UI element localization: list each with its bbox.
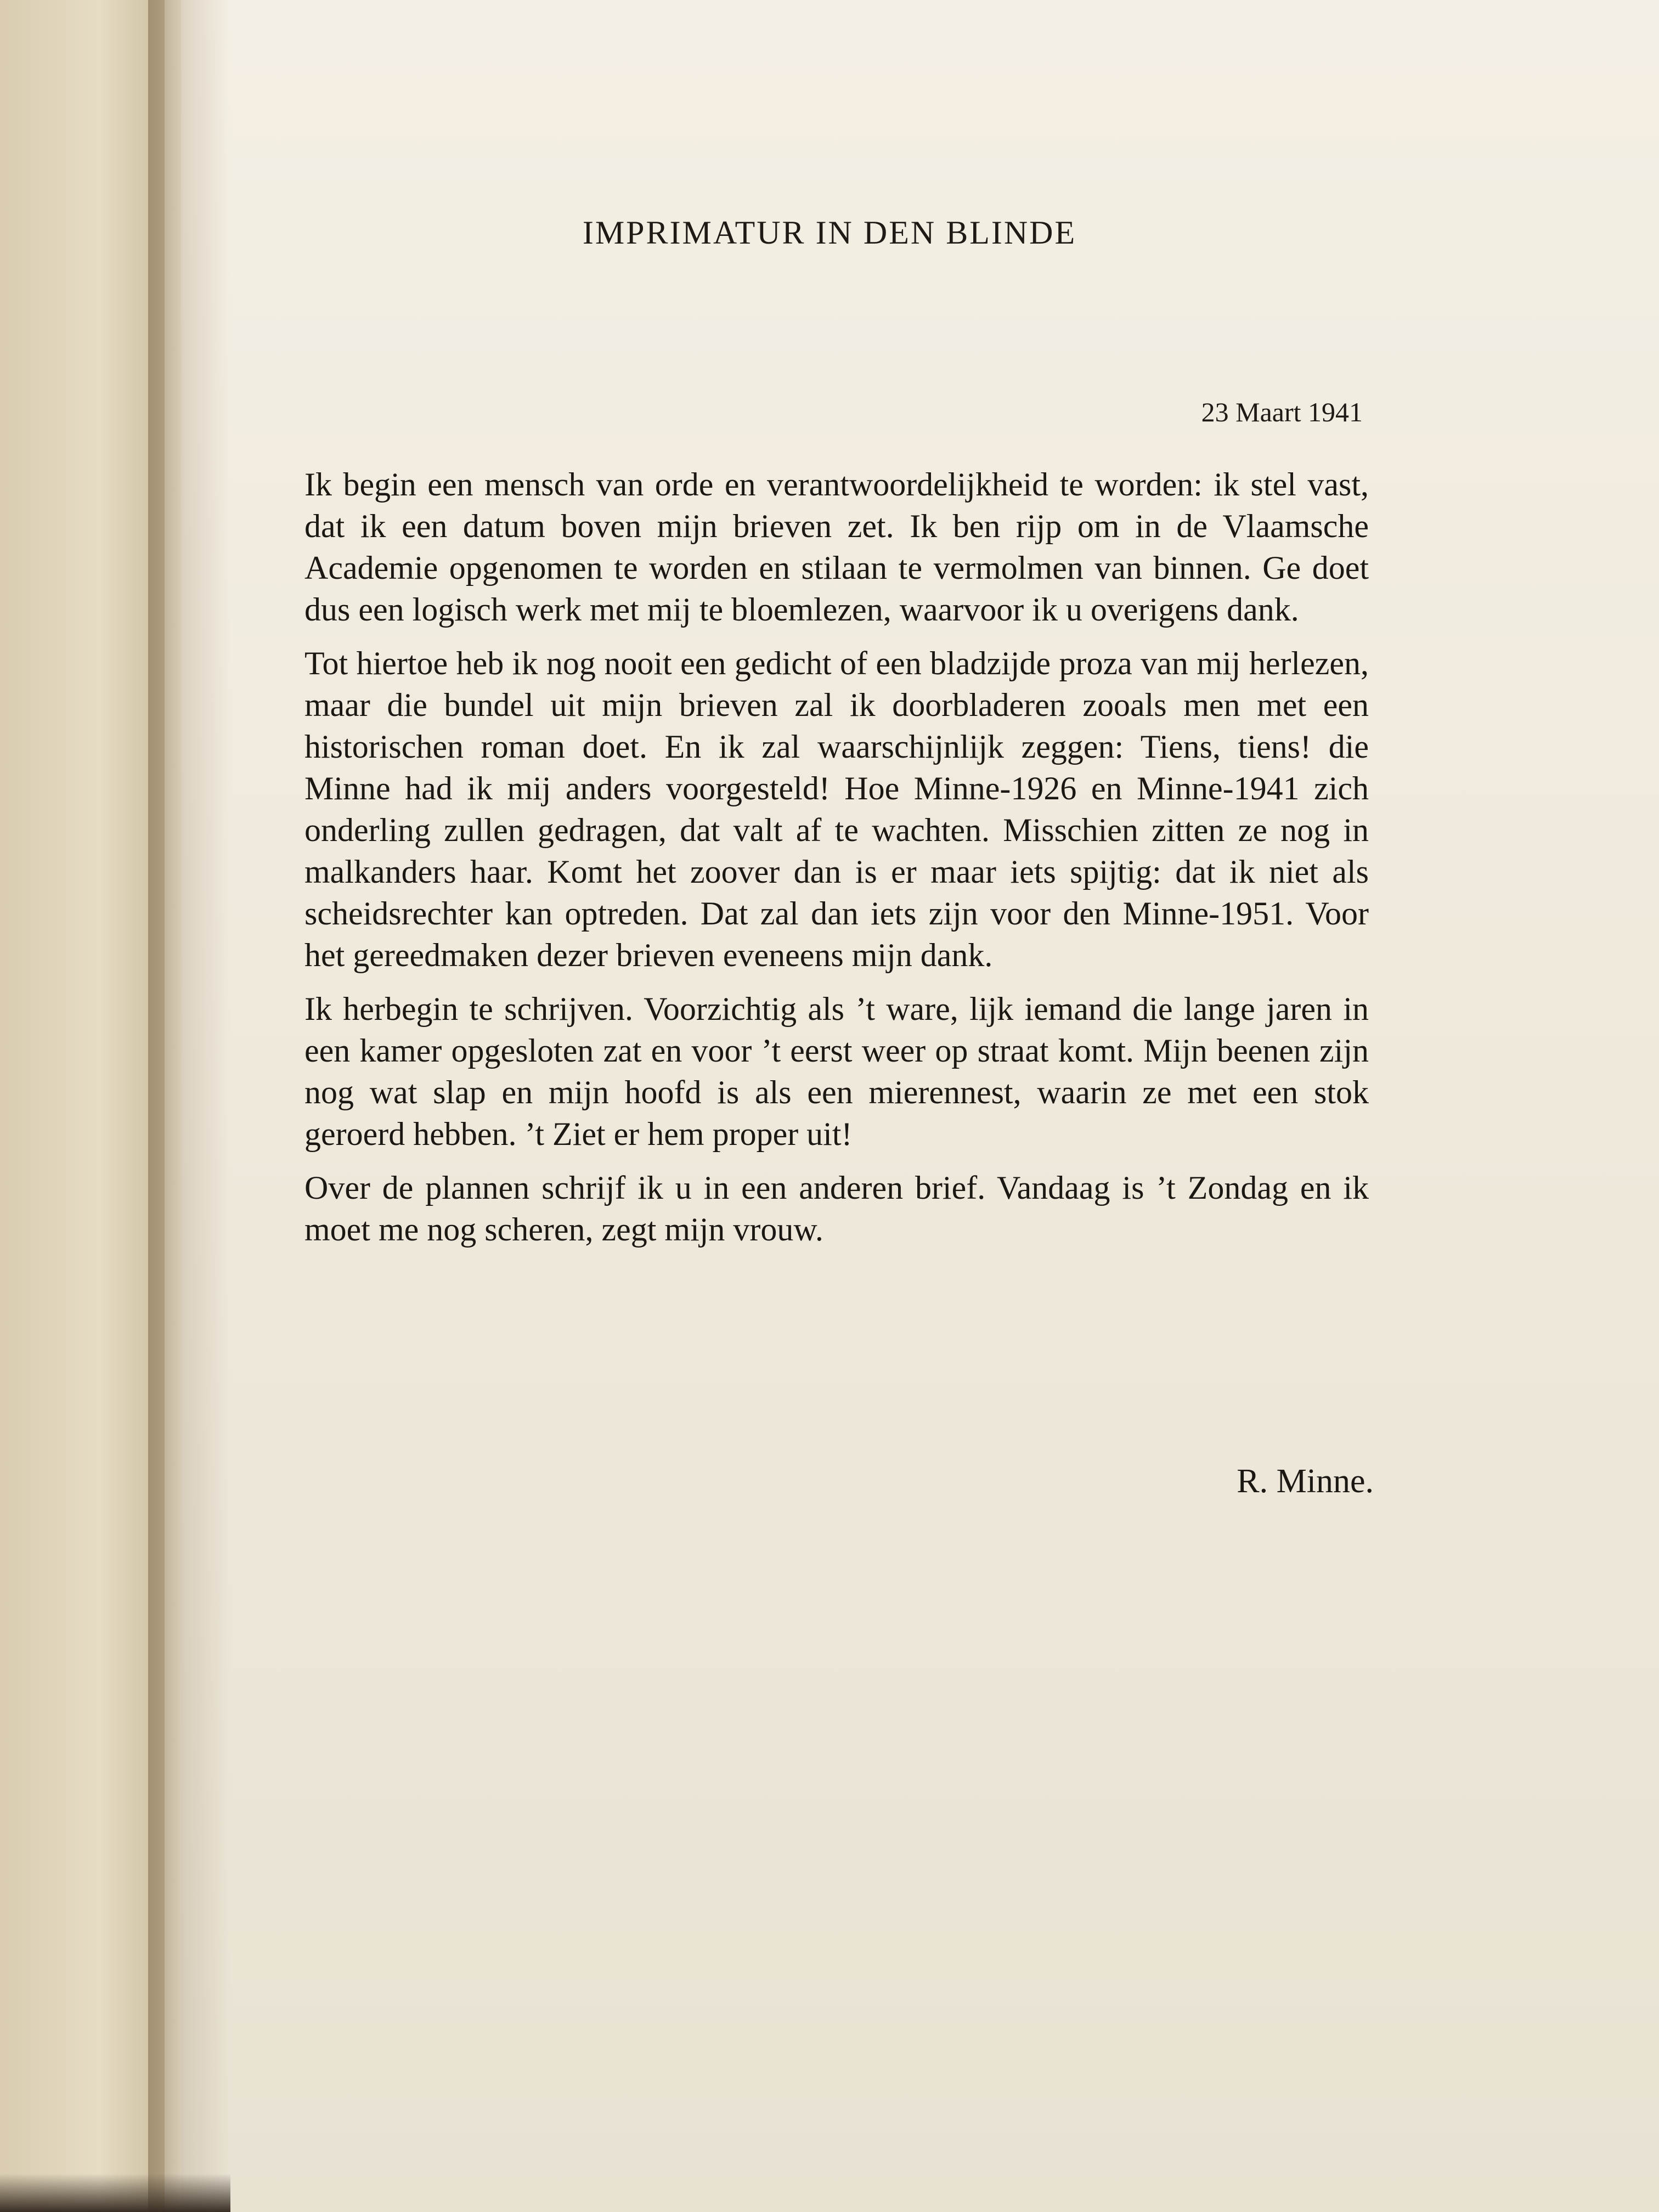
letter-body — [304, 464, 1369, 1262]
signature: R. Minne. — [1237, 1463, 1374, 1500]
paragraph-4: Over de plannen schrijf ik u in een anderen brief. Vandaag is ’t Zondag en ik moet me nog scheren, zegt mijn vrouw. — [304, 1170, 1369, 1248]
paragraph-3: Ik herbegin te schrijven. Voorzichtig als ’t ware, lijk iemand die lange jaren in een kamer opgesloten zat en voor ’t eerst weer op straat komt. Mijn beenen zijn nog wat slap en mijn hoofd is als een mierennest, waarin ze met een stok geroerd hebben. ’t Ziet er hem proper uit! — [304, 991, 1369, 1152]
paragraph-2: Tot hiertoe heb ik nog nooit een gedicht of een bladzijde proza van mij herlezen, maar die bundel uit mijn brieven zal ik doorbladeren zooals men met een historischen roman doet. En ik zal waarschijnlijk zeggen: Tiens, tiens! die Minne had ik mij anders voorgesteld! Hoe Minne-1926 en Minne-1941 zich onderling zullen gedragen, dat valt af te wachten. Misschien zitten ze nog in malkanders haar. Komt het zoover dan is er maar iets spijtig: dat ik niet als scheidsrechter kan optreden. Dat zal dan iets zijn voor den Minne-1951. Voor het gereedmaken dezer brieven eveneens mijn dank. — [304, 645, 1369, 973]
book-cover-edge — [0, 2174, 230, 2212]
book-spine-shadow — [148, 0, 230, 2212]
left-page — [0, 0, 165, 2212]
letter-date: 23 Maart 1941 — [1201, 397, 1363, 427]
page-title-text: IMPRIMATUR IN DEN BLINDE — [582, 215, 1077, 251]
page-title — [0, 214, 1659, 252]
paragraph-1: Ik begin een mensch van orde en verantwoordelijkheid te worden: ik stel vast, dat ik een datum boven mijn brieven zet. Ik ben rijp om in de Vlaamsche Academie opgenomen te worden en stilaan te vermolmen van binnen. Ge doet dus een logisch werk met mij te bloemlezen, waarvoor ik u overigens dank. — [304, 466, 1369, 628]
